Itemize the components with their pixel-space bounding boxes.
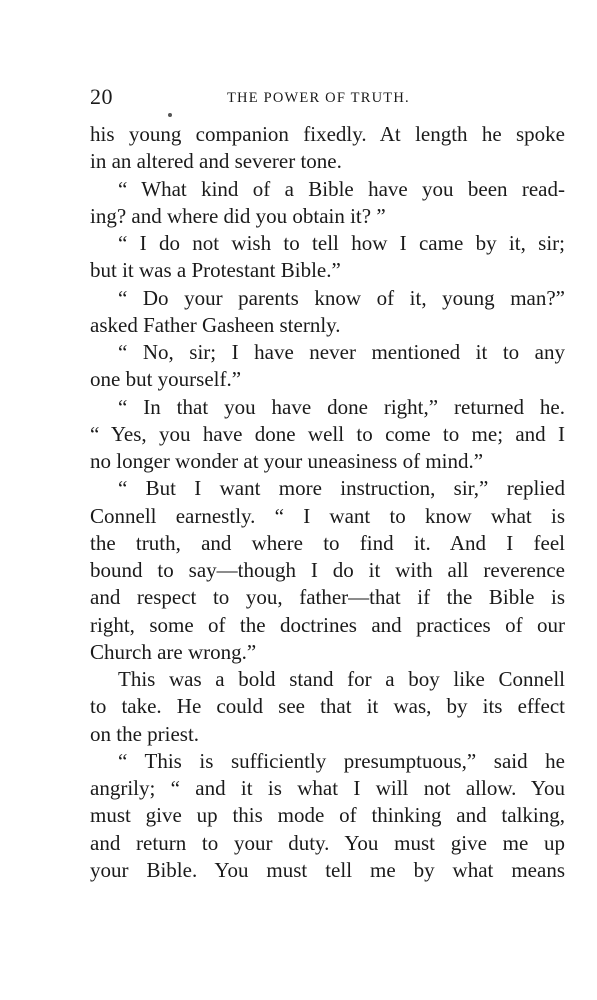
- running-head: [90, 84, 568, 110]
- text-line: to take. He could see that it was, by its effect: [90, 694, 565, 719]
- text-line: bound to say—though I do it with all reverence: [90, 558, 565, 582]
- running-title: THE POWER OF TRUTH.: [227, 90, 410, 106]
- text-line: your Bible. You must tell me by what means: [90, 857, 565, 882]
- text-line: “ Yes, you have done well to come to me; and I: [90, 421, 565, 446]
- text-line: “ But I want more instruction, sir,” replied: [118, 476, 565, 501]
- text-line: right, some of the doctrines and practices of our: [90, 612, 565, 637]
- text-line: “ No, sir; I have never mentioned it to any: [118, 340, 565, 364]
- body-text: [90, 121, 565, 884]
- text-line: asked Father Gasheen sternly.: [90, 312, 341, 337]
- text-line: ing? and where did you obtain it? ”: [90, 203, 386, 228]
- text-line: “ I do not wish to tell how I came by it, sir;: [118, 231, 565, 255]
- text-line: “ Do your parents know of it, young man?”: [118, 285, 565, 310]
- text-line: and return to your duty. You must give me up: [90, 830, 565, 855]
- page-number: 20: [90, 84, 113, 109]
- text-line: This was a bold stand for a boy like Connell: [118, 667, 565, 691]
- text-line: one but yourself.”: [90, 367, 242, 392]
- text-line: in an altered and severer tone.: [90, 149, 342, 174]
- text-line: “ What kind of a Bible have you been read-: [118, 176, 565, 201]
- text-line: Connell earnestly. “ I want to know what is: [90, 503, 565, 528]
- text-line: must give up this mode of thinking and talking,: [90, 803, 565, 828]
- text-line: Church are wrong.”: [90, 639, 257, 664]
- text-line: “ This is sufficiently presumptuous,” said he: [118, 748, 565, 773]
- text-line: angrily; “ and it is what I will not allow. You: [90, 776, 565, 800]
- text-line: on the priest.: [90, 721, 200, 746]
- text-line: no longer wonder at your uneasiness of mind.”: [90, 449, 484, 473]
- text-line: the truth, and where to find it. And I feel: [90, 530, 565, 555]
- text-line: his young companion fixedly. At length he spoke: [90, 122, 565, 146]
- ink-speck: [168, 113, 172, 117]
- text-line: but it was a Protestant Bible.”: [90, 258, 341, 283]
- text-line: “ In that you have done right,” returned he.: [118, 394, 565, 419]
- text-line: and respect to you, father—that if the Bible is: [90, 585, 565, 610]
